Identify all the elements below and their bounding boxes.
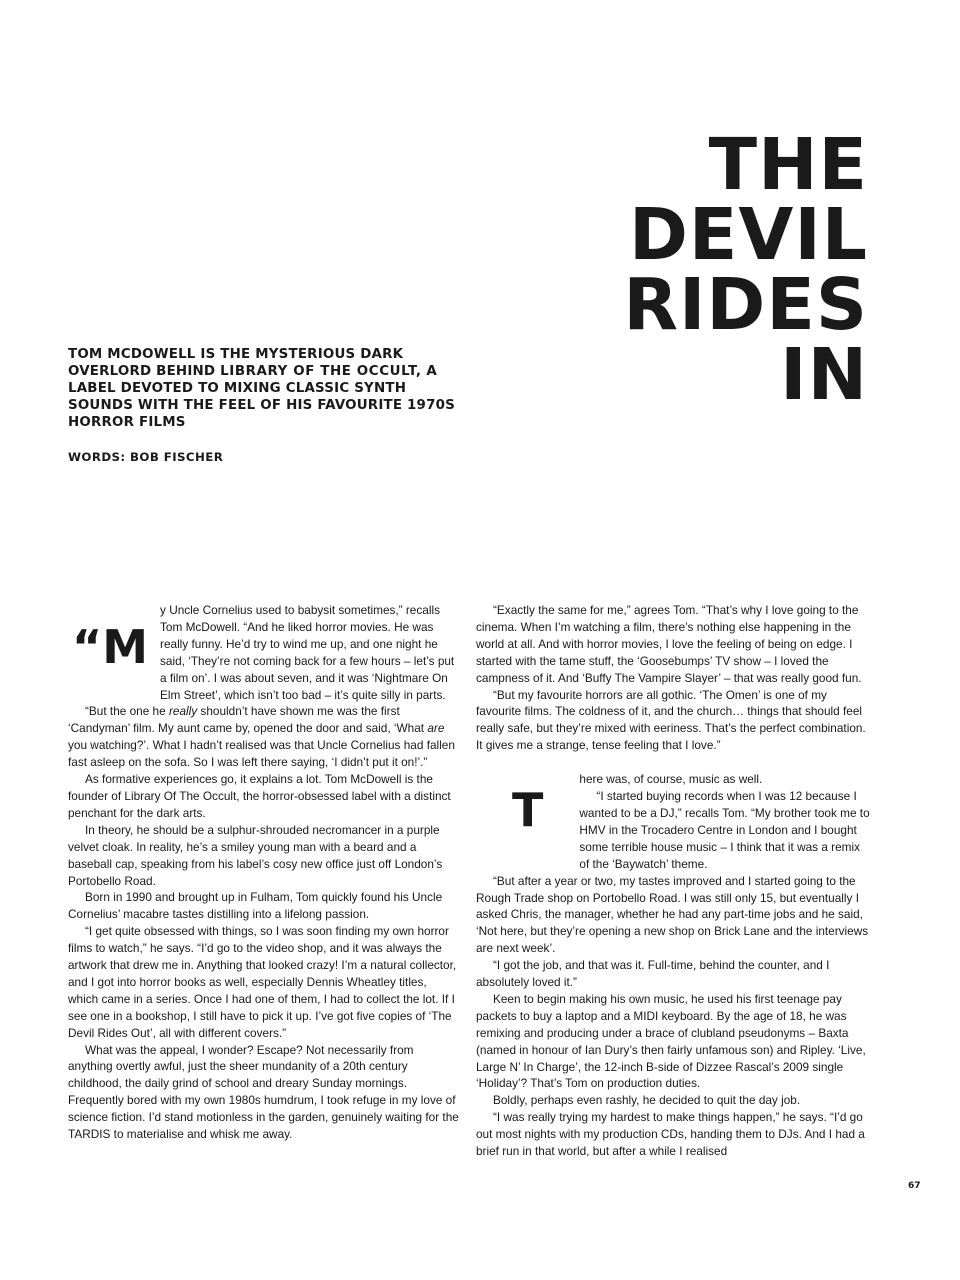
byline: WORDS: BOB FISCHER [68, 450, 224, 464]
paragraph: Boldly, perhaps even rashly, he decided to quit the day job. [493, 1093, 801, 1108]
body-column-left [68, 602, 460, 1143]
title-line: RIDES [623, 262, 868, 346]
drop-cap: T [512, 783, 544, 838]
paragraph: “I got the job, and that was it. Full-time, behind the counter, and I absolutely loved it.” [476, 958, 830, 990]
title-line: IN [780, 332, 868, 416]
section-gap [476, 754, 872, 771]
body-column-right [476, 602, 872, 1160]
paragraph: Keen to begin making his own music, he used his first teenage pay packets to buy a laptop and a MIDI keyboard. By the age of 18, he was remixing and producing under a brace of clubland pseudonyms – Baxta (named in honour of Ian Dury’s then fairly unfamous son) and Ripley. ‘Live, Large N’ In Charge’, the 12-inch B-side of Dizzee Rascal’s 2009 single ‘Holiday’? That’s Tom on production duties. [476, 991, 866, 1091]
paragraph: “Exactly the same for me,” agrees Tom. “That’s why I love going to the cinema. When I’m watching a film, there’s nothing else happening in the world at all. And with horror movies, I love the feeling of being on edge. I started with the tame stuff, the ‘Goosebumps’ TV show – I loved the campness of it. And ‘Buffy The Vampire Slayer’ – that was really good fun. [476, 603, 862, 685]
emphasis: are [427, 721, 445, 736]
article-title [623, 122, 868, 416]
emphasis: really [168, 704, 198, 719]
text-run: “But the one he [85, 704, 169, 719]
label-name: LIBRARY OF THE OCCULT, [220, 364, 422, 379]
paragraph: y Uncle Cornelius used to babysit sometimes,” recalls Tom McDowell. “And he liked horror movies. He was really funny. He’d try to wind me up, and one night he said, ‘They’re not coming back for a few hours – let’s put a film on’. I was about seven, and it was ‘Nightmare On Elm Street’, which isn’t too bad – it’s quite silly in parts. [160, 603, 455, 702]
text-run: you watching?’. What I hadn’t realised was that Uncle Cornelius had fallen fast asleep on the sofa. So I was left there saying, ‘I didn’t put it on!’.” [68, 738, 455, 770]
paragraph: here was, of course, music as well. [579, 772, 763, 787]
paragraph: Born in 1990 and brought up in Fulham, Tom quickly found his Uncle Cornelius’ macabre tastes distilling into a lifelong passion. [68, 890, 443, 922]
paragraph: “But my favourite horrors are all gothic. ‘The Omen’ is one of my favourite films. The coldness of it, and the church… things that should feel really safe, but they’re mixed with eeriness. That’s the perfect combination. It gives me a strange, tense feeling that I love.” [476, 687, 866, 753]
standfirst-text: TOM MCDOWELL IS THE MYSTERIOUS DARK OVERLORD BEHIND [68, 347, 404, 379]
drop-cap: “M [72, 620, 149, 674]
paragraph: As formative experiences go, it explains a lot. Tom McDowell is the founder of Library Of The Occult, the horror-obsessed label with a distinct penchant for the dark arts. [68, 772, 451, 820]
paragraph: In theory, he should be a sulphur-shrouded necromancer in a purple velvet cloak. In reality, he’s a smiley young man with a beard and a baseball cap, speaking from his label’s cosy new office just off London’s Portobello Road. [68, 822, 443, 888]
page-number: 67 [908, 1181, 921, 1191]
title-line: THE [708, 122, 868, 206]
standfirst-text: A LABEL DEVOTED TO MIXING CLASSIC SYNTH SOUNDS WITH THE FEEL OF HIS FAVOURITE 1970S HORROR FILMS [68, 364, 455, 430]
title-line: DEVIL [628, 192, 868, 276]
paragraph [68, 703, 460, 771]
paragraph: “I started buying records when I was 12 because I wanted to be a DJ,” recalls Tom. “My brother took me to HMV in the Trocadero Centre in London and I bought some terrible house music – I think that it was a remix of the ‘Baywatch’ theme. [579, 789, 870, 871]
paragraph: What was the appeal, I wonder? Escape? Not necessarily from anything overtly awful, just the sheer mundanity of a 20th century childhood, the daily grind of school and dreary Sunday mornings. Frequently bored with my own 1980s humdrum, I took refuge in my love of science fiction. I’d stand motionless in the garden, genuinely waiting for the TARDIS to materialise and whisk me away. [68, 1042, 459, 1142]
paragraph: “I was really trying my hardest to make things happen,” he says. “I’d go out most nights with my production CDs, handing them to DJs. And I had a brief run in that world, but after a while I realised [476, 1110, 865, 1159]
text-run: shouldn’t have shown me was the first ‘Candyman’ film. My aunt came by, opened the door and said, ‘What [68, 704, 428, 736]
paragraph: “But after a year or two, my tastes improved and I started going to the Rough Trade shop on Portobello Road. I was still only 15, but eventually I asked Chris, the manager, whether he had any part-time jobs and he said, ‘Not here, but they’re opening a new shop on Brick Lane and the interviews are next week’. [476, 873, 869, 956]
paragraph: “I get quite obsessed with things, so I was soon finding my own horror films to watch,” he says. “I’d go to the video shop, and it was always the artwork that drew me in. Anything that looked crazy! I’m a natural collector, and I got into horror books as well, especially Dennis Wheatley titles, which came in a series. Once I had one of them, I had to collect the lot. If I see one in a bookshop, I still have to pick it up. I’ve got five copies of ‘The Devil Rides Out’, all with different covers.” [68, 924, 457, 1040]
standfirst [68, 346, 458, 431]
